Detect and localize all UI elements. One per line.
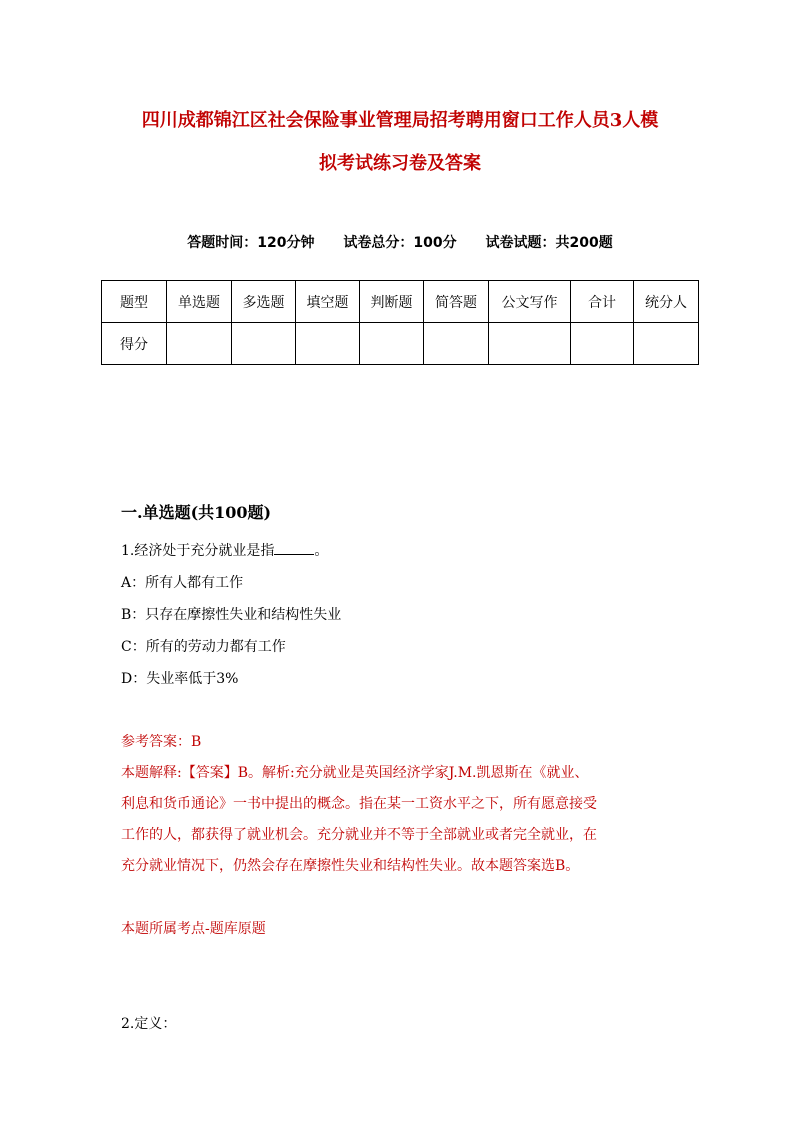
score-cell[interactable] (571, 323, 634, 365)
score-cell[interactable] (360, 323, 424, 365)
question-1-option-d: D：失业率低于3% (121, 671, 239, 687)
header-cell-official-writing: 公文写作 (489, 281, 571, 323)
exam-time: 答题时间：120分钟 (187, 235, 315, 251)
score-table-header-row (102, 281, 699, 323)
score-table-score-row (102, 323, 699, 365)
question-2-stem: 2.定义： (121, 1016, 177, 1032)
header-cell-scorer: 统分人 (634, 281, 699, 323)
score-cell[interactable] (424, 323, 489, 365)
question-1-explanation-line-1: 本题解释:【答案】B。解析:充分就业是英国经济学家J.M.凯恩斯在《就业、 (121, 765, 589, 781)
score-table (101, 280, 699, 365)
question-1-option-a: A：所有人都有工作 (121, 575, 244, 591)
question-1-explanation-line-3: 工作的人，都获得了就业机会。充分就业并不等于全部就业或者完全就业，在 (121, 827, 597, 843)
question-1-stem-text: 1.经济处于充分就业是指 (121, 543, 275, 559)
header-cell-fill-blank: 填空题 (296, 281, 360, 323)
question-1-stem-end: 。 (314, 543, 329, 559)
header-cell-single-choice: 单选题 (167, 281, 232, 323)
question-1-explanation-line-2: 利息和货币通论》一书中提出的概念。指在某一工资水平之下，所有愿意接受 (121, 796, 597, 812)
question-1-option-c: C：所有的劳动力都有工作 (121, 639, 286, 655)
question-1-answer: 参考答案：B (121, 734, 202, 750)
document-title-line-1: 四川成都锦江区社会保险事业管理局招考聘用窗口工作人员3人模 (141, 110, 659, 131)
header-cell-true-false: 判断题 (360, 281, 424, 323)
score-cell[interactable] (489, 323, 571, 365)
header-cell-multiple-choice: 多选题 (232, 281, 296, 323)
exam-meta (0, 232, 800, 252)
header-cell-total: 合计 (571, 281, 634, 323)
score-cell[interactable] (167, 323, 232, 365)
score-row-label: 得分 (102, 323, 167, 365)
header-cell-short-answer: 简答题 (424, 281, 489, 323)
score-cell[interactable] (232, 323, 296, 365)
question-1-topic: 本题所属考点-题库原题 (121, 921, 266, 937)
question-1-explanation-line-4: 充分就业情况下，仍然会存在摩擦性失业和结构性失业。故本题答案选B。 (121, 858, 580, 874)
question-1-option-b: B：只存在摩擦性失业和结构性失业 (121, 607, 342, 623)
header-cell-type: 题型 (102, 281, 167, 323)
score-cell[interactable] (634, 323, 699, 365)
answer-blank (274, 542, 314, 555)
exam-total-score: 试卷总分：100分 (343, 235, 457, 251)
score-cell[interactable] (296, 323, 360, 365)
exam-question-count: 试卷试题：共200题 (485, 235, 613, 251)
document-title-line-2: 拟考试练习卷及答案 (319, 153, 481, 174)
question-1-stem (121, 540, 328, 560)
section-heading: 一.单选题(共100题) (121, 503, 272, 522)
